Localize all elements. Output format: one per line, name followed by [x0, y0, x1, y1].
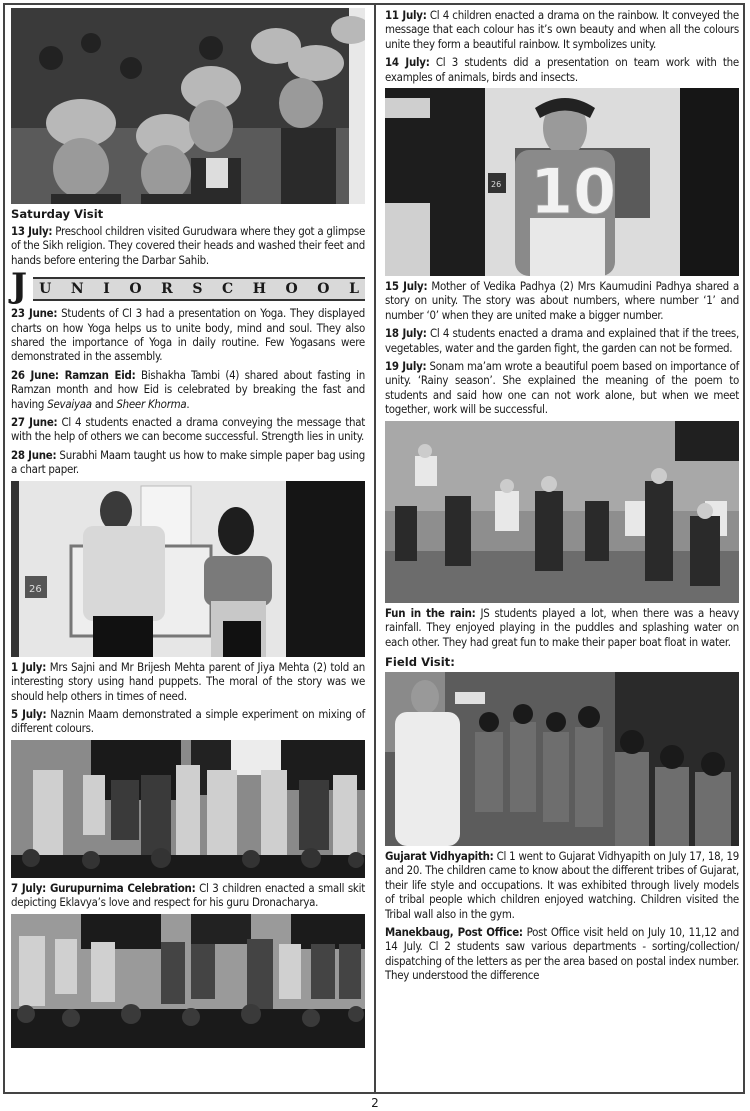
photo-gurudwara-visit — [11, 8, 365, 204]
children-playing-rain-image — [385, 421, 739, 603]
entry-text: Mrs Sajni and Mr Brijesh Mehta parent of Jiya Mehta (2) told an interesting story using hand puppets. The moral of the story was we should help others in times of need. — [11, 659, 366, 703]
held-number: 10 — [530, 155, 617, 229]
entry-date: 26 June: Ramzan Eid: — [11, 367, 136, 382]
entry-date: 1 July: — [11, 659, 47, 674]
entry-18-july — [385, 326, 739, 355]
section-letter: R — [161, 281, 173, 298]
teacher-with-children-image — [385, 672, 739, 846]
parents-storytelling-image — [11, 481, 365, 657]
eklavya-skit-image — [11, 914, 365, 1048]
entry-date: 27 June: — [11, 415, 58, 430]
entry-28-june — [11, 448, 365, 477]
entry-text: JS students played a lot, when there was a heavy rainfall. They enjoyed playing in the puddles and splashing water on each other. They had great fun to make their paper boat float in water. — [385, 605, 739, 649]
entry-date: Fun in the rain: — [385, 605, 476, 620]
section-letter: O — [317, 281, 330, 298]
entry-text: Cl 1 went to Gujarat Vidhyapith on July 17, 18, 19 and 20. The children came to know about the different tribes of Gujarat, their life style and occupations. It was exhibited through lively models of tribal people which children enjoyed watching. Children visited the Tribal wall also in the gym. — [385, 848, 739, 921]
entry-19-july — [385, 359, 739, 417]
entry-14-july — [385, 55, 739, 84]
entry-date: 19 July: — [385, 359, 427, 374]
entry-text: Cl 4 children enacted a drama on the rainbow. It conveyed the message that each colour has it’s own beauty and when all the colours unite they form a beautiful rainbow. It symbolizes unity. — [385, 8, 739, 51]
saturday-visit-heading: Saturday Visit — [11, 207, 104, 221]
photo-field-visit — [385, 672, 739, 846]
section-letter: S — [192, 281, 203, 298]
entry-text: Cl 3 students did a presentation on team work with the examples of animals, birds and insects. — [385, 55, 739, 84]
entry-13-july — [11, 224, 365, 267]
section-letter: L — [349, 281, 359, 298]
section-letter: C — [222, 281, 234, 298]
field-visit-heading: Field Visit: — [385, 654, 455, 669]
entry-7-july — [11, 881, 365, 910]
section-title-band — [33, 277, 365, 301]
entry-date: 28 June: — [11, 447, 57, 462]
room-sign: 26 — [491, 180, 502, 190]
entry-text: Post Office visit held on July 10, 11,12 and 14 July. Cl 2 students saw various departments - sorting/collection/ dispatching of the letters as per the area based on postal index number. They understood the difference — [385, 924, 739, 983]
entry-date: 11 July: — [385, 8, 427, 22]
mother-holding-number-image — [385, 88, 739, 276]
photo-number-story — [385, 88, 739, 276]
entry-text: Surabhi Maam taught us how to make simple paper bag using a chart paper. — [11, 447, 365, 477]
photo-fun-in-rain — [385, 421, 739, 603]
entry-text: Bishakha Tambi (4) shared about fasting in Ramzan month and how Eid is celebrated by breaking the fast and having — [11, 367, 366, 411]
entry-text: Cl 4 students enacted a drama and explained that if the trees, vegetables, water and the garden fight, the garden can not be formed. — [385, 326, 739, 355]
entry-date: 18 July: — [385, 326, 427, 341]
entry-text: Cl 3 children enacted a small skit depicting Eklavya’s love and respect for his guru Dronacharya. — [11, 880, 365, 910]
entry-date: 14 July: — [385, 55, 430, 70]
page-number: 2 — [371, 1096, 379, 1110]
photo-hand-puppets — [11, 481, 365, 657]
photo-gurupurnima — [11, 740, 365, 878]
entry-date: Gujarat Vidhyapith: — [385, 848, 494, 863]
column-divider — [374, 3, 376, 1094]
entry-1-july — [11, 660, 365, 703]
entry-date: Manekbaug, Post Office: — [385, 924, 523, 939]
entry-15-july — [385, 279, 739, 322]
entry-date: 5 July: — [11, 706, 47, 721]
entry-text: Mother of Vedika Padhya (2) Mrs Kaumudini Padhya shared a story on unity. The story was about numbers, where number ‘1’ and number ‘0’ when they are united make a bigger number. — [385, 279, 739, 322]
entry-text: Sonam ma’am wrote a beautiful poem based on importance of unity. ‘Rainy season’. She explained the meaning of the poem to students and said how one can not work alone, but when we meet together, work will be successful. — [385, 359, 739, 417]
room-sign: 26 — [29, 583, 42, 595]
entry-manekbaug-post-office — [385, 925, 739, 983]
entry-27-june — [11, 415, 365, 444]
entry-23-june — [11, 306, 365, 364]
section-letter: H — [252, 281, 266, 298]
entry-5-july — [11, 707, 365, 736]
entry-11-july — [385, 8, 739, 51]
costumed-children-stage-image — [11, 740, 365, 878]
entry-text: . — [186, 396, 190, 411]
entry-text: Preschool children visited Gurudwara where they got a glimpse of the Sikh religion. They covered their heads and washed their feet and hands before entering the Darbar Sahib. — [11, 224, 365, 267]
entry-date: 7 July: Gurupurnima Celebration: — [11, 880, 196, 895]
entry-date: 13 July: — [11, 224, 53, 238]
entry-text: Students of Cl 3 had a presentation on Yoga. They displayed charts on how Yoga helps us to unite body, mind and soul. They also shared the importance of Yoga in daily routine. Few Yogasans were demonstrated in the assembly. — [11, 306, 366, 364]
section-letter: O — [285, 281, 298, 298]
entry-gujarat-vidhyapith — [385, 849, 739, 921]
entry-text: and — [91, 396, 117, 411]
entry-26-june — [11, 368, 365, 411]
entry-fun-in-rain — [385, 606, 739, 649]
section-letter: I — [103, 281, 110, 298]
entry-date: 15 July: — [385, 279, 428, 294]
entry-text: Cl 4 students enacted a drama conveying the message that with the help of others we can become successful. Strength lies in unity. — [11, 415, 365, 444]
junior-school-section-title — [11, 266, 365, 307]
entry-text: Naznin Maam demonstrated a simple experiment on mixing of different colours. — [11, 706, 366, 736]
section-letter: N — [70, 281, 84, 298]
photo-assembly-skit — [11, 914, 365, 1048]
entry-date: 23 June: — [11, 306, 58, 321]
entry-italic: Sevaiyaa — [47, 396, 92, 411]
section-letter: O — [129, 281, 142, 298]
section-initial: J — [11, 266, 28, 307]
section-letter: U — [39, 281, 52, 298]
right-column — [385, 8, 739, 987]
left-column — [11, 8, 365, 1051]
entry-italic: Sheer Khorma — [116, 396, 187, 411]
children-head-covers-image — [11, 8, 365, 204]
